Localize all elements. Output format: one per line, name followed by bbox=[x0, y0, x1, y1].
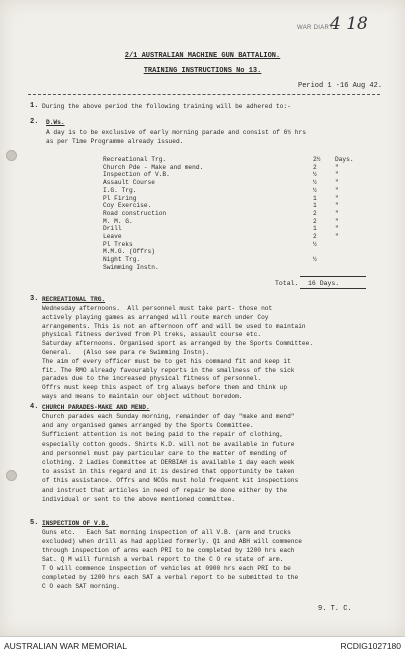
document-subtitle: TRAINING INSTRUCTIONS No 13. bbox=[143, 67, 262, 75]
signature: 9. T. C. bbox=[318, 605, 352, 613]
section3-line: fit. The RMO already favourably reports in the smallness of the sick bbox=[42, 366, 295, 374]
training-label: Recreational Trg. bbox=[103, 156, 167, 163]
training-days: 1 bbox=[313, 194, 317, 202]
training-days: 1 bbox=[313, 202, 317, 210]
training-unit: " bbox=[335, 186, 339, 194]
training-row bbox=[103, 264, 363, 272]
section1-text: During the above period the following training will be adhered to:- bbox=[42, 103, 291, 110]
training-label: Inspection of V.B. bbox=[103, 171, 170, 179]
divider bbox=[28, 94, 380, 95]
section4-line: clothing. 2 Ladies Committee at DERBIAH is available 1 day each week bbox=[42, 459, 295, 466]
section4-line: of this assistance. Offrs and NCOs must hold frequent kit inspections bbox=[42, 477, 299, 485]
punch-hole bbox=[6, 470, 17, 481]
training-label: M. M. G. bbox=[103, 217, 133, 225]
section5-line: Sat. Q M will furnish a verbal report to the C O re state of arm. bbox=[42, 556, 284, 563]
section1-number: 1. bbox=[30, 102, 39, 110]
training-unit: " bbox=[335, 171, 339, 179]
section5-heading: INSPECTION OF V.B. bbox=[42, 520, 109, 527]
section5-line: T O will commence inspection of vehicles at 0900 hrs each PRI to be bbox=[42, 565, 291, 572]
total-rule bbox=[300, 276, 366, 277]
section4-line: individual or sent to the above mentioned committee. bbox=[42, 495, 236, 503]
section4-line: and personnel must pay particular care to the matter of mending of bbox=[42, 449, 288, 457]
training-label: M.M.G. (Offrs) bbox=[103, 248, 155, 256]
handwritten-annotation: 4 18 bbox=[330, 14, 368, 34]
training-unit: " bbox=[335, 194, 339, 202]
section5-line: Guns etc. Each Sat morning inspection of all V.B. (arm and trucks bbox=[42, 529, 291, 536]
section3-line: actively playing games as arranged will route march under Coy bbox=[42, 313, 269, 321]
punch-hole bbox=[6, 150, 17, 161]
section5-line: completed by 1200 hrs each SAT a verbal report to be submitted to the bbox=[42, 574, 299, 581]
section4-number: 4. bbox=[30, 403, 39, 411]
section3-line: arrangements. This is not an afternoon off and will be used to maintain bbox=[42, 322, 306, 330]
training-days: ½ bbox=[313, 186, 317, 194]
section3-line: Wednesday afternoons. All personnel must take part- those not bbox=[42, 305, 273, 312]
total-rule bbox=[300, 288, 366, 289]
section4-line: to assist in this regard and it is desired that opportunity be taken bbox=[42, 468, 295, 476]
training-label: Swimming Instn. bbox=[103, 263, 159, 271]
training-days: 1 bbox=[313, 225, 317, 233]
training-unit: " bbox=[335, 202, 339, 210]
section3-line: ways and means to maintain our object without boredom. bbox=[42, 393, 243, 400]
training-label: Pl Firing bbox=[103, 194, 137, 202]
training-days: ½ bbox=[313, 171, 317, 179]
section4-line: and any organised games arranged by the Sports Committee. bbox=[42, 422, 254, 430]
training-unit: " bbox=[335, 225, 339, 233]
section3-number: 3. bbox=[30, 295, 39, 303]
training-unit: Days. bbox=[335, 156, 354, 163]
training-label: Assault Course bbox=[103, 179, 155, 187]
section2-heading: D.Ws. bbox=[46, 119, 65, 126]
total-value: 16 Days. bbox=[308, 280, 340, 287]
training-days: 2½ bbox=[313, 156, 321, 163]
war-diary-stamp: WAR DIARY bbox=[297, 25, 334, 31]
training-unit: " bbox=[335, 209, 339, 217]
training-days: ½ bbox=[313, 240, 317, 248]
training-label: Leave bbox=[103, 233, 122, 240]
training-label: I.G. Trg. bbox=[103, 186, 137, 194]
section3-line: parades due to the increased physical fitness of personnel. bbox=[42, 375, 262, 383]
total-label: Total. bbox=[275, 280, 299, 287]
training-unit: " bbox=[335, 233, 339, 240]
footer-reference: RCDIG1027180 bbox=[340, 641, 401, 651]
training-unit: " bbox=[335, 163, 339, 171]
training-label: Church Pde - Make and mend. bbox=[103, 163, 204, 171]
training-days: ½ bbox=[313, 256, 317, 264]
training-label: Pl Treks bbox=[103, 240, 133, 248]
training-days: 2 bbox=[313, 209, 317, 217]
section4-line: Sufficient attention is not being paid to the repair of clothing, bbox=[42, 431, 284, 439]
training-unit: " bbox=[335, 179, 339, 187]
training-unit: " bbox=[335, 217, 339, 225]
section5-line: excluded) when drill as had applied formerly. Q1 and ABH will commence bbox=[42, 538, 302, 545]
section4-line: especially cotton goods. Shirts K.D. will not be available in future bbox=[42, 440, 295, 448]
section2-line2: as per Time Programme already issued. bbox=[46, 138, 184, 145]
training-days: ½ bbox=[313, 179, 317, 187]
training-days: 2 bbox=[313, 233, 317, 240]
section4-line: Church parades each Sunday morning, remainder of day "make and mend" bbox=[42, 413, 295, 420]
section2-number: 2. bbox=[30, 118, 39, 126]
section4-heading: CHURCH PARADES-MAKE AND MEND. bbox=[42, 404, 150, 411]
section2-line1: A day is to be exclusive of early morning parade and consist of 6½ hrs bbox=[46, 129, 306, 136]
document-title: 2/1 AUSTRALIAN MACHINE GUN BATTALION. bbox=[124, 52, 281, 60]
section5-line: through inspection of arms each PRI to be completed by 1200 hrs each bbox=[42, 547, 295, 554]
section5-line: C O each SAT morning. bbox=[42, 583, 120, 590]
section3-heading: RECREATIONAL TRG. bbox=[42, 296, 106, 303]
section5-number: 5. bbox=[30, 519, 39, 527]
footer-bar bbox=[0, 636, 405, 655]
section4-line: and instruct that articles in need of repair be done either by the bbox=[42, 486, 288, 494]
section3-line: physical fitness derived from Pl treks, assault course etc. bbox=[42, 331, 262, 339]
training-label: Coy Exercise. bbox=[103, 202, 152, 210]
training-label: Night Trg. bbox=[103, 256, 141, 264]
section3-line: Saturday afternoons. Organised sport as arranged by the Sports Committee. bbox=[42, 340, 314, 348]
footer-source: AUSTRALIAN WAR MEMORIAL bbox=[4, 641, 127, 651]
training-label: Road construction bbox=[103, 209, 167, 217]
training-days: 2 bbox=[313, 163, 317, 171]
training-label: Drill bbox=[103, 225, 122, 233]
period-text: Period 1 -16 Aug 42. bbox=[298, 82, 383, 90]
section3-line: The aim of every officer must be to get his command fit and keep it bbox=[42, 357, 291, 365]
section3-line: General. (Also see para re Swimming Instn). bbox=[42, 349, 210, 356]
training-days: 2 bbox=[313, 217, 317, 225]
section3-line: Offrs must keep this aspect of trg always before them and think up bbox=[42, 384, 288, 392]
